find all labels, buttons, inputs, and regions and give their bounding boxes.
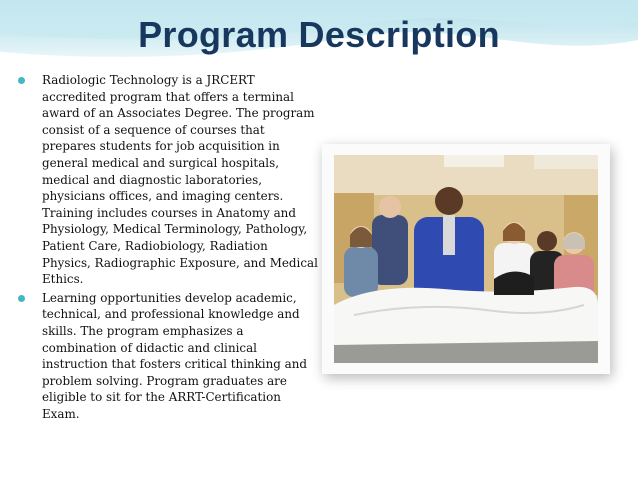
group-photo-image — [334, 155, 598, 363]
bullet-text: Learning opportunities develop academic, technical, and professional knowledge and skills. The program emphasizes a combination of didactic and clinical instruction that fosters critical thinking and problem solving. Program graduates are eligible to sit for the ARRT-Certification Exam. — [42, 290, 308, 421]
bullet-text: Radiologic Technology is a JRCERT accredited program that offers a terminal award of an Associates Degree. The program consist of a sequence of courses that prepares students for job acquisition in general medical and surgical hospitals, medical and diagnostic laboratories, physicians offices, and imaging centers. Training includes courses in Anatomy and Physiology, Medical Terminology, Pathology, Patient Care, Radiobiology, Radiation Physics, Radiographic Exposure, and Medical Ethics. — [42, 73, 318, 287]
bullet-dot-icon — [18, 77, 25, 84]
slide-body — [18, 72, 318, 424]
bullet-dot-icon — [18, 295, 25, 302]
slide-title: Program Description — [138, 14, 500, 55]
bullet-item-program-overview — [18, 72, 318, 288]
bullet-list — [18, 72, 318, 422]
photo-frame — [322, 144, 610, 374]
bullet-item-learning-opportunities — [18, 290, 318, 423]
